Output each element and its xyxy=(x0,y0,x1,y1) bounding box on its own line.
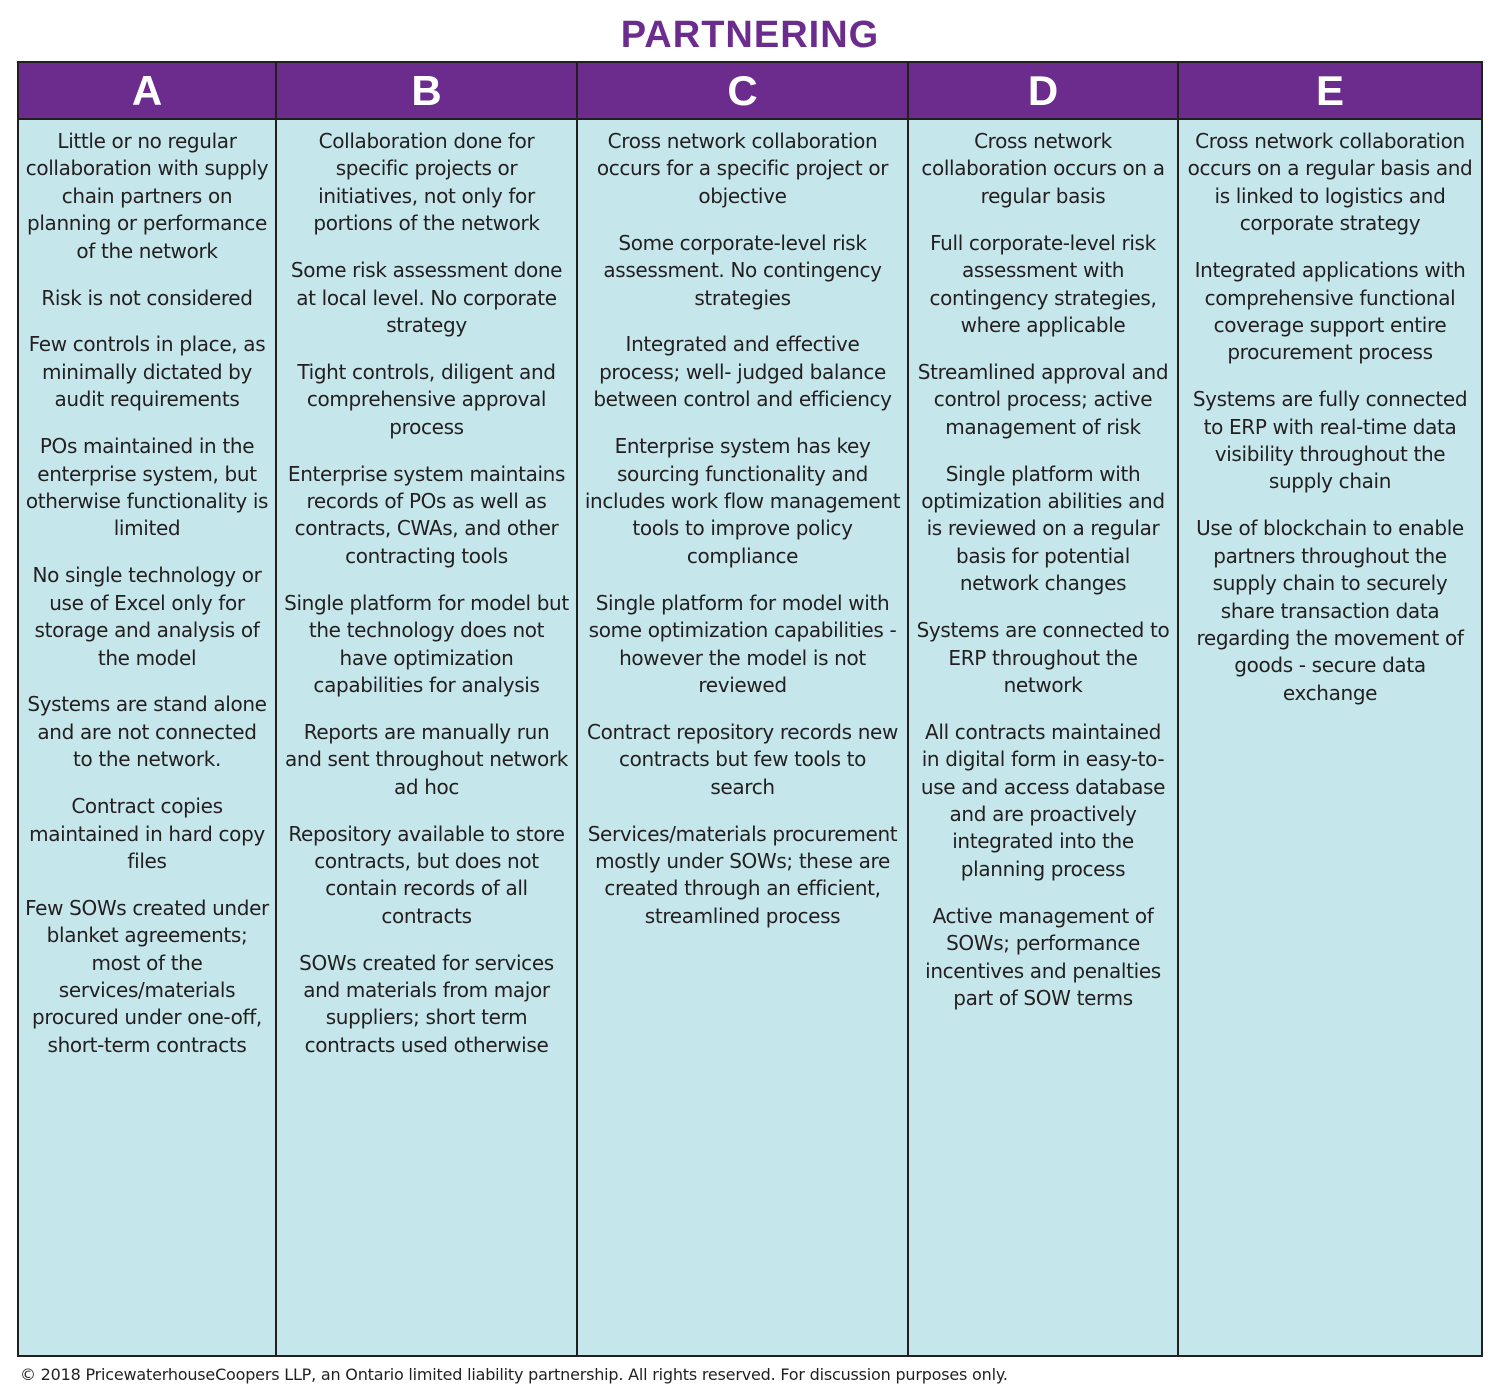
criteria-item: Systems are fully connected to ERP with real-time data visibility throughout the supply chain xyxy=(1192,387,1468,494)
criteria-item: POs maintained in the enterprise system, but otherwise functionality is limited xyxy=(25,434,269,541)
criteria-item: Streamlined approval and control process; active management of risk xyxy=(917,359,1169,439)
criteria-item: Few SOWs created under blanket agreements; most of the services/materials procured under one-off, short-term contracts xyxy=(25,895,269,1057)
criteria-item: All contracts maintained in digital form in easy-to-use and access database and are proactively integrated into the planning process xyxy=(920,719,1166,881)
criteria-item: Enterprise system has key sourcing functionality and includes work flow management tools to improve policy compliance xyxy=(584,434,901,568)
column-body-b xyxy=(277,120,578,1355)
criteria-item: Enterprise system maintains records of POs as well as contracts, CWAs, and other contracting tools xyxy=(287,461,566,568)
column-body-d xyxy=(909,120,1179,1355)
criteria-item: No single technology or use of Excel only for storage and analysis of the model xyxy=(32,563,262,670)
criteria-item: Cross network collaboration occurs on a regular basis and is linked to logistics and corporate strategy xyxy=(1187,129,1473,236)
column-header-e: E xyxy=(1179,63,1481,120)
criteria-item: Integrated applications with comprehensive functional coverage support entire procurement process xyxy=(1194,258,1466,365)
column-header-a: A xyxy=(19,63,277,120)
column-header-b: B xyxy=(277,63,578,120)
column-header-c: C xyxy=(578,63,909,120)
criteria-item: SOWs created for services and materials from major suppliers; short term contracts used otherwise xyxy=(299,950,554,1057)
criteria-item: Few controls in place, as minimally dictated by audit requirements xyxy=(28,332,266,412)
criteria-item: Integrated and effective process; well- judged balance between control and efficiency xyxy=(593,332,892,412)
criteria-item: Single platform for model but the technology does not have optimization capabilities for analysis xyxy=(284,590,569,697)
criteria-item: Cross network collaboration occurs on a regular basis xyxy=(921,129,1165,208)
copyright-footer: © 2018 PricewaterhouseCoopers LLP, an Ontario limited liability partnership. All rights reserved. For discussion purposes only. xyxy=(20,1365,1008,1384)
criteria-item: Single platform with optimization abilities and is reviewed on a regular basis for potential network changes xyxy=(921,461,1165,596)
criteria-item: Risk is not considered xyxy=(41,285,253,310)
criteria-item: Tight controls, diligent and comprehensive approval process xyxy=(297,359,556,439)
column-header-d: D xyxy=(909,63,1179,120)
maturity-matrix xyxy=(17,61,1483,1357)
criteria-item: Services/materials procurement mostly under SOWs; these are created through an efficient, streamlined process xyxy=(587,821,898,928)
criteria-item: Contract copies maintained in hard copy files xyxy=(29,794,265,873)
page-title: PARTNERING xyxy=(620,14,880,56)
criteria-item: Systems are connected to ERP throughout the network xyxy=(916,618,1170,697)
criteria-item: Some risk assessment done at local level. No corporate strategy xyxy=(290,258,563,337)
column-body-a xyxy=(19,120,277,1355)
criteria-item: Little or no regular collaboration with supply chain partners on planning or performance of the network xyxy=(25,129,269,263)
column-body-c xyxy=(578,120,909,1355)
criteria-item: Contract repository records new contracts but few tools to search xyxy=(586,719,899,799)
criteria-item: Some corporate-level risk assessment. No contingency strategies xyxy=(603,230,882,310)
criteria-item: Full corporate-level risk assessment with contingency strategies, where applicable xyxy=(929,230,1157,337)
criteria-item: Cross network collaboration occurs for a specific project or objective xyxy=(596,129,889,208)
criteria-item: Single platform for model with some optimization capabilities - however the model is not reviewed xyxy=(588,590,897,697)
criteria-item: Use of blockchain to enable partners throughout the supply chain to securely share transaction data regarding the movement of goods - secure data exchange xyxy=(1196,516,1464,705)
criteria-item: Collaboration done for specific projects or initiatives, not only for portions of the network xyxy=(313,129,540,236)
criteria-item: Active management of SOWs; performance incentives and penalties part of SOW terms xyxy=(925,903,1161,1010)
column-body-e xyxy=(1179,120,1481,1355)
criteria-item: Reports are manually run and sent throughout network ad hoc xyxy=(284,719,569,799)
criteria-item: Repository available to store contracts, but does not contain records of all contracts xyxy=(288,821,565,928)
criteria-item: Systems are stand alone and are not connected to the network. xyxy=(27,692,267,772)
